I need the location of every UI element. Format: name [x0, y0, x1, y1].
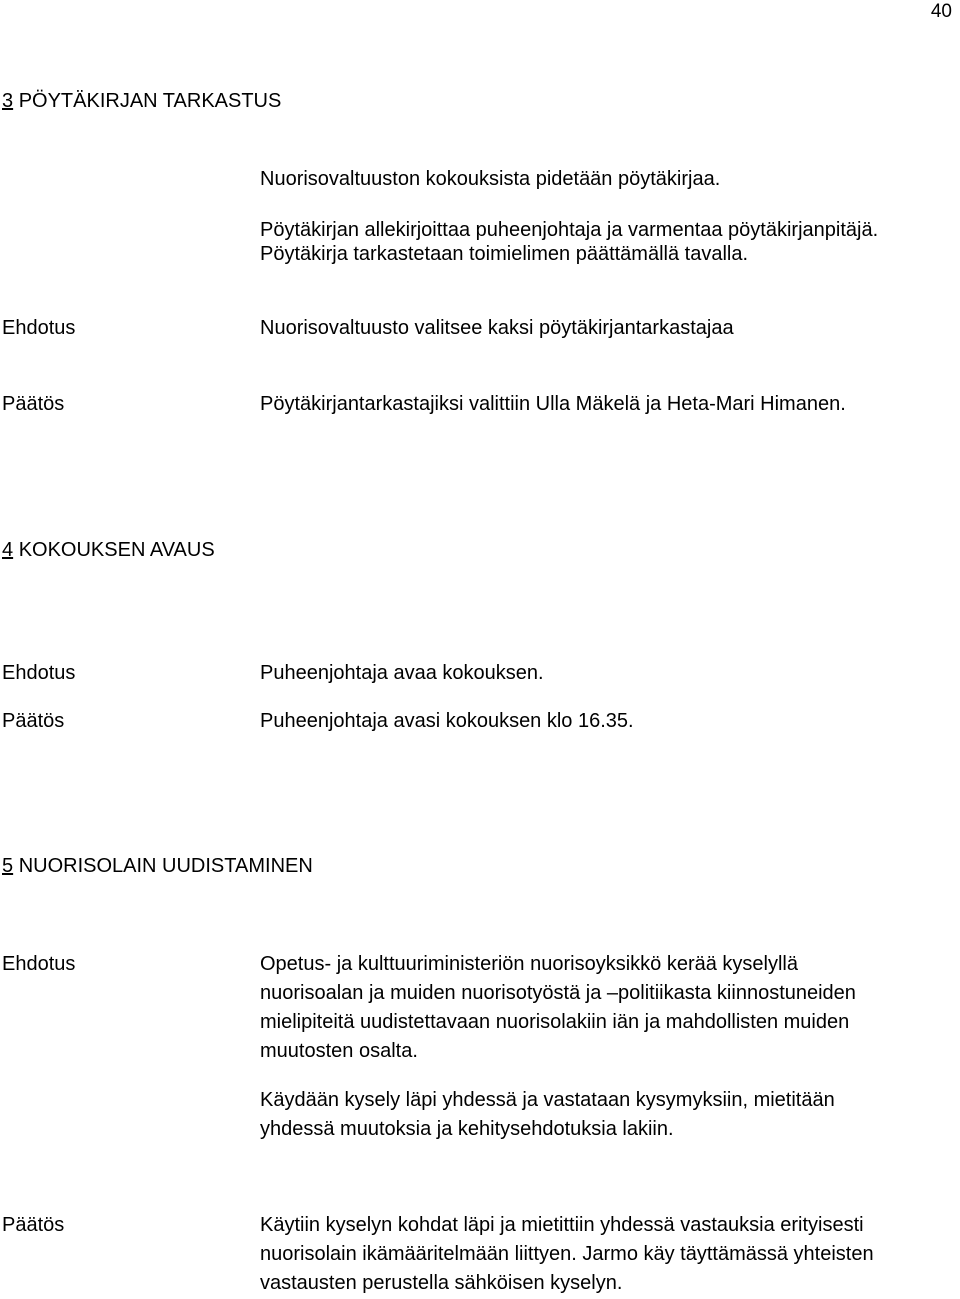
section-5-proposal-line-1: Opetus- ja kulttuuriministeriön nuorisoyksikkö kerää kyselyllä	[260, 953, 798, 975]
section-3-proposal: Nuorisovaltuusto valitsee kaksi pöytäkirjantarkastajaa	[260, 317, 734, 339]
section-5-heading	[2, 852, 313, 881]
section-3-intro-line-3: Pöytäkirja tarkastetaan toimielimen päättämällä tavalla.	[260, 243, 749, 265]
section-4-number: 4	[2, 539, 14, 561]
section-5-proposal-line-2: nuorisoalan ja muiden nuorisotyöstä ja –politiikasta kiinnostuneiden	[260, 982, 856, 1004]
section-5-title: NUORISOLAIN UUDISTAMINEN	[18, 855, 313, 877]
section-5-decision-line-1: Käytiin kyselyn kohdat läpi ja mietittiin yhdessä vastauksia erityisesti	[260, 1214, 864, 1236]
section-5-decision-line-2: nuorisolain ikämääritelmään liittyen. Jarmo käy täyttämässä yhteisten	[260, 1243, 874, 1265]
section-5-decision-line-3: vastausten perustella sähköisen kyselyn.	[260, 1272, 623, 1294]
page-number: 40	[930, 1, 952, 22]
section-3-title: PÖYTÄKIRJAN TARKASTUS	[18, 90, 282, 112]
section-3-heading	[2, 87, 281, 116]
section-3-decision: Pöytäkirjantarkastajiksi valittiin Ulla Mäkelä ja Heta-Mari Himanen.	[260, 393, 846, 415]
section-4-heading	[2, 536, 215, 565]
section-4-proposal-label: Ehdotus	[2, 662, 76, 684]
section-5-proposal-2-line-1: Käydään kysely läpi yhdessä ja vastataan kysymyksiin, mietitään	[260, 1089, 835, 1111]
section-3-intro-line-2: Pöytäkirjan allekirjoittaa puheenjohtaja ja varmentaa pöytäkirjanpitäjä.	[260, 219, 879, 241]
section-4-proposal: Puheenjohtaja avaa kokouksen.	[260, 662, 544, 684]
section-5-proposal-2-line-2: yhdessä muutoksia ja kehitysehdotuksia lakiin.	[260, 1118, 674, 1140]
section-4-title: KOKOUKSEN AVAUS	[18, 539, 215, 561]
section-3-number: 3	[2, 90, 14, 112]
section-3-proposal-label: Ehdotus	[2, 317, 76, 339]
section-3-intro-line-1: Nuorisovaltuuston kokouksista pidetään pöytäkirjaa.	[260, 168, 721, 190]
section-5-proposal-line-4: muutosten osalta.	[260, 1040, 418, 1062]
section-4-decision: Puheenjohtaja avasi kokouksen klo 16.35.	[260, 710, 634, 732]
section-5-proposal-line-3: mielipiteitä uudistettavaan nuorisolakiin iän ja mahdollisten muiden	[260, 1011, 850, 1033]
section-5-decision-label: Päätös	[2, 1214, 65, 1236]
section-4-decision-label: Päätös	[2, 710, 65, 732]
section-3-decision-label: Päätös	[2, 393, 65, 415]
section-5-number: 5	[2, 855, 14, 877]
section-5-proposal-label: Ehdotus	[2, 953, 76, 975]
